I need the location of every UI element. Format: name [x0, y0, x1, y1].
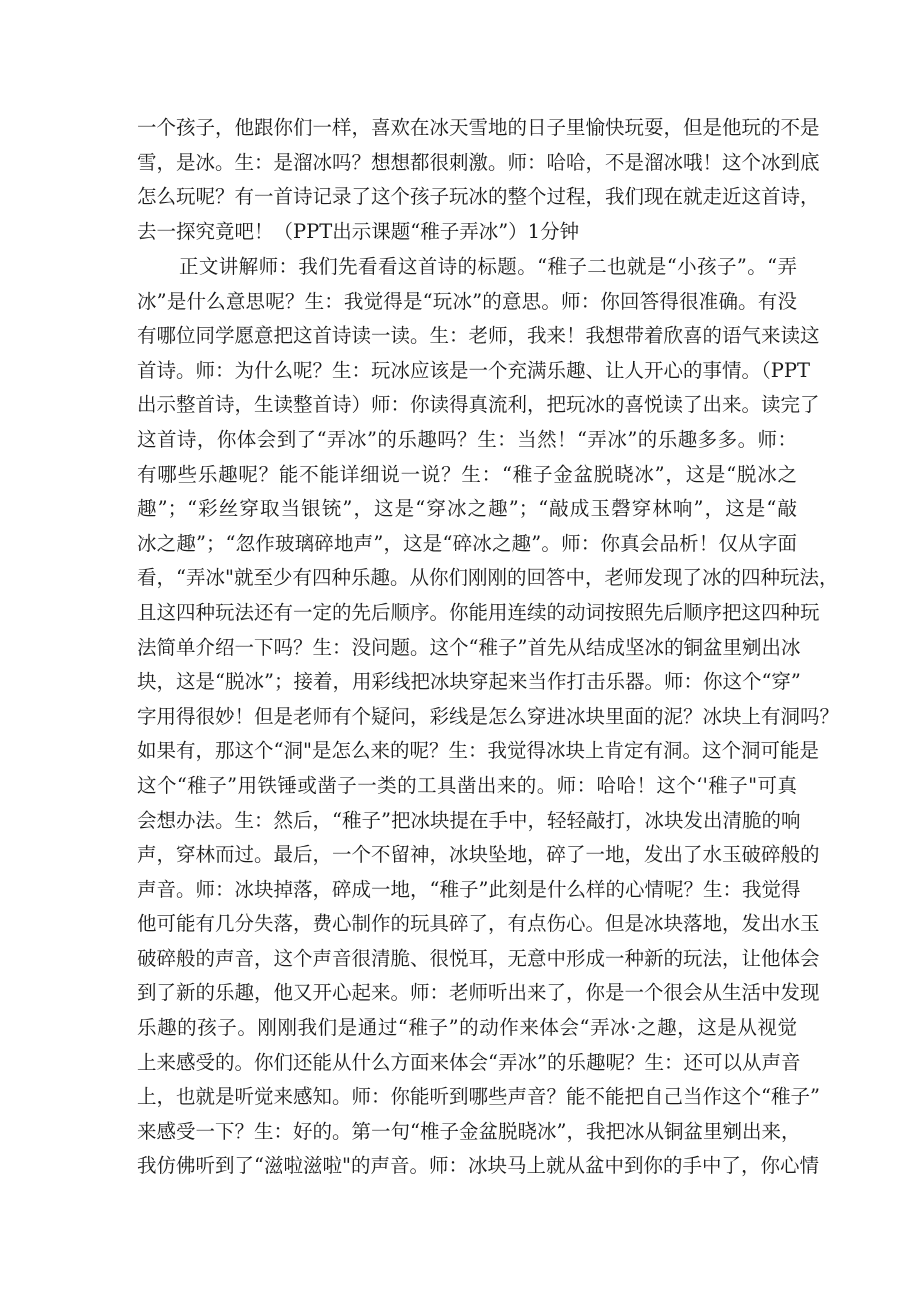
text-line: 看，“弄冰"就至少有四种乐趣。从你们刚刚的回答中，老师发现了冰的四种玩法，: [137, 566, 839, 590]
text-line: 首诗。师：为什么呢？生：玩冰应该是一个充满乐趣、让人开心的事情。（PPT: [137, 358, 810, 382]
text-line: 到了新的乐趣，他又开心起来。师：老师听出来了，你是一个很会从生活中发现: [137, 981, 820, 1005]
text-line: 去一探究竟吧！（PPT出示课题“稚子弄冰”）1分钟: [137, 219, 580, 243]
text-line: 上，也就是听觉来感知。师：你能听到哪些声音？能不能把自己当作这个“稚子”: [137, 1085, 820, 1109]
text-line: 乐趣的孩子。刚刚我们是通过“稚子”的动作来体会“弄冰·之趣，这是从视觉: [137, 1016, 797, 1040]
text-line: 冰之趣”；“忽作玻璃碎地声”，这是“碎冰之趣”。师：你真会品析！仅从字面: [137, 531, 797, 555]
text-line: 有哪些乐趣呢？能不能详细说一说？生：“稚子金盆脱晓冰”，这是“脱冰之: [137, 462, 797, 486]
text-line: 正文讲解师：我们先看看这首诗的标题。“稚子二也就是“小孩子”。“弄: [179, 255, 797, 278]
text-line: 且这四种玩法还有一定的先后顺序。你能用连续的动词按照先后顺序把这四种玩: [137, 600, 820, 624]
text-line: 会想办法。生：然后，“稚子”把冰块提在手中，轻轻敲打，冰块发出清脆的响: [137, 808, 801, 832]
text-line: 声，穿林而过。最后，一个不留神，冰块坠地，碎了一地，发出了水玉破碎般的: [137, 843, 820, 867]
text-line: 如果有，那这个“洞"是怎么来的呢？生：我觉得冰块上肯定有洞。这个洞可能是: [137, 739, 819, 763]
text-line: 来感受一下？生：好的。第一句“椎子金盆脱晓冰”，我把冰从铜盆里剜出来，: [137, 1119, 801, 1143]
text-line: 声音。师：冰块掉落，碎成一地，“稚子”此刻是什么样的心情呢？生：我觉得: [137, 877, 801, 901]
text-line: 冰”是什么意思呢？生：我觉得是“玩冰”的意思。师：你回答得很准确。有没: [137, 289, 797, 313]
text-line: 雪，是冰。生：是溜冰吗？想想都很刺激。师：哈哈，不是溜冰哦！这个冰到底: [137, 150, 820, 174]
text-line: 这首诗，你体会到了“弄冰”的乐趣吗？生：当然！“弄冰”的乐趣多多。师：: [137, 427, 797, 451]
text-line: 趣”；“彩丝穿取当银铳”，这是“穿冰之趣”；“敲成玉磬穿林响”，这是“敲: [137, 497, 797, 521]
text-line: 我仿佛听到了“滋啦滋啦"的声音。师：冰块马上就从盆中到你的手中了，你心情: [137, 1154, 819, 1178]
text-line: 法简单介绍一下吗？生：没问题。这个“稚子”首先从结成坚冰的铜盆里剜出冰: [137, 635, 801, 659]
text-line: 这个“稚子”用铁锤或凿子一类的工具凿出来的。师：哈哈！这个‘'稚子"可真: [137, 773, 797, 797]
text-line: 一个孩子，他跟你们一样，喜欢在冰天雪地的日子里愉快玩耍，但是他玩的不是: [137, 116, 820, 139]
text-line: 出示整首诗，生读整首诗）师：你读得真流利，把玩冰的喜悦读了出来。读完了: [137, 393, 820, 417]
paragraph-intro: [137, 111, 820, 249]
text-line: 有哪位同学愿意把这首诗读一读。生：老师，我来！我想带着欣喜的语气来读这: [137, 324, 820, 348]
paragraph-main-lecture: [137, 250, 840, 1184]
text-line: 他可能有几分失落，费心制作的玩具碎了，有点伤心。但是冰块落地，发出水玉: [137, 912, 820, 936]
text-line: 块，这是“脱冰”；接着，用彩线把冰块穿起来当作打击乐器。师：你这个“穿”: [137, 670, 801, 694]
text-line: 上来感受的。你们还能从什么方面来体会“弄冰”的乐趣呢？生：还可以从声音: [137, 1050, 801, 1074]
text-line: 怎么玩呢？有一首诗记录了这个孩子玩冰的整个过程，我们现在就走近这首诗，: [137, 185, 820, 209]
text-line: 破碎般的声音，这个声音很清脆、很悦耳，无意中形成一种新的玩法，让他体会: [137, 946, 820, 970]
text-line: 字用得很妙！但是老师有个疑问，彩线是怎么穿进冰块里面的泥？冰块上有洞吗？: [137, 704, 840, 728]
